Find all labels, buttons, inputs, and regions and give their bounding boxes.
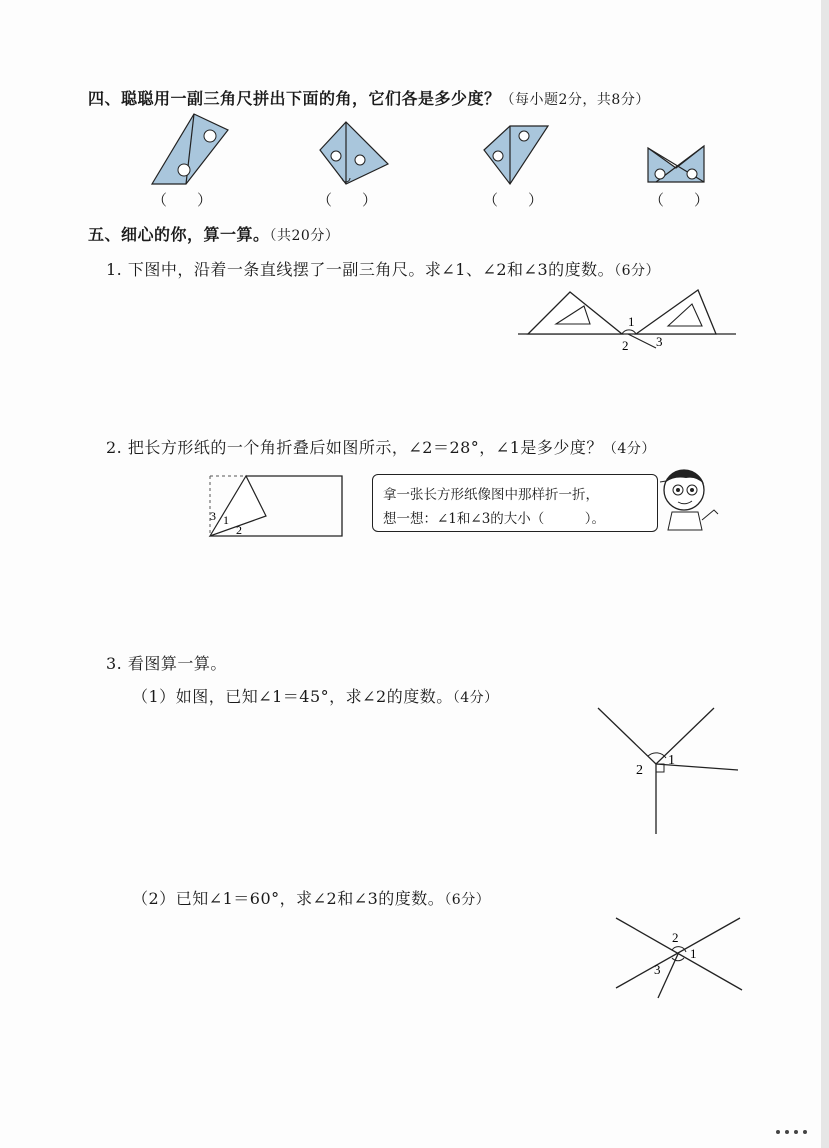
q3-1-angle-figure xyxy=(596,706,742,838)
question-3 xyxy=(106,651,227,674)
section4-score: （每小题2分，共8分） xyxy=(500,92,650,108)
question-3-1 xyxy=(132,684,499,707)
q3-2-number: （2） xyxy=(132,889,176,908)
q1-number: 1. xyxy=(106,260,123,279)
q3-text: 看图算一算。 xyxy=(127,654,227,673)
section5-title: 五、细心的你，算一算。 xyxy=(88,225,270,244)
set-square-figure-3 xyxy=(482,124,552,188)
question-1 xyxy=(106,257,660,280)
q2-angle-label-2: 2 xyxy=(236,523,242,537)
q2-folded-paper-figure xyxy=(206,472,346,540)
answer-blank-3[interactable]: （ ） xyxy=(483,191,544,209)
set-square-figure-4 xyxy=(646,144,706,186)
q1-score: （6分） xyxy=(614,263,661,279)
q3-1-score: （4分） xyxy=(452,690,499,706)
q3-number: 3. xyxy=(106,654,123,673)
section5-score: （共20分） xyxy=(269,228,340,244)
q2-text: 把长方形纸的一个角折叠后如图所示，∠2＝28°，∠1是多少度？ xyxy=(127,438,603,457)
q1-angle-label-1: 1 xyxy=(628,314,635,329)
q1-set-squares-figure xyxy=(518,286,738,356)
q3-2-text: 已知∠1＝60°，求∠2和∠3的度数。 xyxy=(175,889,445,908)
hint-line-1: 拿一张长方形纸像图中那样折一折， xyxy=(383,487,599,503)
set-square-figure-1 xyxy=(150,112,230,187)
page-dots-indicator xyxy=(776,1130,807,1134)
q3-2-angle-label-2: 2 xyxy=(672,930,679,945)
hint-line-2: 想一想：∠1和∠3的大小（ ）。 xyxy=(383,511,606,527)
q3-1-number: （1） xyxy=(132,687,176,706)
q3-2-angle-label-3: 3 xyxy=(654,962,661,977)
q2-score: （4分） xyxy=(602,441,656,457)
q2-angle-label-3: 3 xyxy=(210,509,216,523)
section4-title: 四、聪聪用一副三角尺拼出下面的角，它们各是多少度？ xyxy=(88,89,501,108)
question-3-2 xyxy=(132,886,490,909)
q3-1-angle-label-2: 2 xyxy=(636,763,643,778)
section4-heading xyxy=(88,86,650,109)
q2-number: 2. xyxy=(106,438,123,457)
q1-text: 下图中，沿着一条直线摆了一副三角尺。求∠1、∠2和∠3的度数。 xyxy=(127,260,615,279)
page-edge xyxy=(821,0,829,1148)
q3-2-score: （6分） xyxy=(444,892,491,908)
answer-blank-4[interactable]: （ ） xyxy=(649,191,710,209)
question-2 xyxy=(106,435,656,458)
q1-angle-label-3: 3 xyxy=(656,334,663,349)
answer-blank-2[interactable]: （ ） xyxy=(317,191,378,209)
cartoon-boy-icon xyxy=(652,466,732,532)
q3-2-angle-label-1: 1 xyxy=(690,946,697,961)
set-square-figure-2 xyxy=(318,120,390,188)
q2-angle-label-1: 1 xyxy=(223,513,229,527)
answer-blank-1[interactable]: （ ） xyxy=(152,191,213,209)
q1-angle-label-2: 2 xyxy=(622,338,629,353)
q3-2-angle-figure xyxy=(614,914,744,998)
section5-heading xyxy=(88,222,339,245)
hint-speech-bubble xyxy=(372,474,658,532)
q3-1-angle-label-1: 1 xyxy=(668,753,675,768)
q3-1-text: 如图，已知∠1＝45°，求∠2的度数。 xyxy=(175,687,453,706)
